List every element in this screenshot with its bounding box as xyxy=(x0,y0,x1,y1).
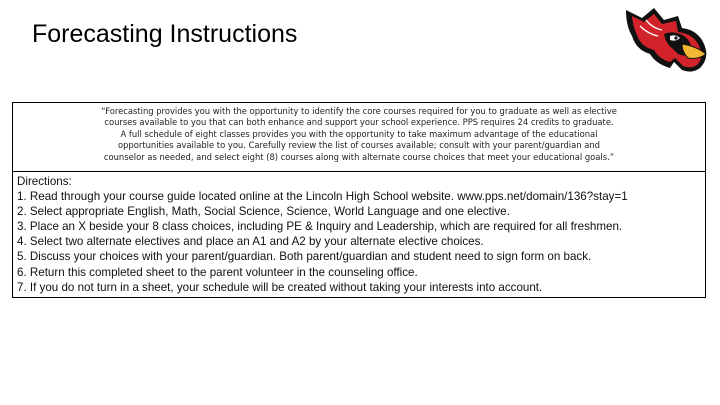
logo-pupil xyxy=(674,36,677,39)
direction-step-4: 4. Select two alternate electives and place an A1 and A2 by your alternate elective choices. xyxy=(17,235,484,249)
directions-list xyxy=(17,174,703,295)
slide-title: Forecasting Instructions xyxy=(32,20,298,48)
cardinal-mascot-logo xyxy=(620,4,716,76)
quote-line: A full schedule of eight classes provides you with the opportunity to take maximum advantage of the educational xyxy=(120,128,598,139)
forecasting-document xyxy=(12,102,706,298)
quote-line: “Forecasting provides you with the opportunity to identify the core courses required for you to graduate as well as elective xyxy=(101,106,617,116)
directions-heading: Directions: xyxy=(17,175,72,188)
direction-step-6: 6. Return this completed sheet to the parent volunteer in the counseling office. xyxy=(17,265,418,279)
section-divider xyxy=(13,171,705,172)
quote-line: counselor as needed, and select eight (8) courses along with alternate course choices that meet your educational goals.” xyxy=(103,151,615,162)
direction-step-2: 2. Select appropriate English, Math, Social Science, Science, World Language and one elective. xyxy=(17,205,510,219)
quote-line: courses available to you that can both enhance and support your school experience. PPS requires 24 credits to graduate. xyxy=(104,117,614,128)
forecasting-quote xyxy=(13,106,705,174)
direction-step-3: 3. Place an X beside your 8 class choices, including PE & Inquiry and Leadership, which are required for all freshmen. xyxy=(17,220,623,234)
quote-line: opportunities available to you. Carefully review the list of courses available; consult with your parent/guardian and xyxy=(117,140,600,151)
direction-step-7: 7. If you do not turn in a sheet, your schedule will be created without taking your interests into account. xyxy=(17,280,543,294)
direction-step-5: 5. Discuss your choices with your parent/guardian. Both parent/guardian and student need to sign form on back. xyxy=(17,250,592,264)
direction-step-1: 1. Read through your course guide located online at the Lincoln High School website. www.pps.net/domain/136?stay=1 xyxy=(17,190,628,204)
